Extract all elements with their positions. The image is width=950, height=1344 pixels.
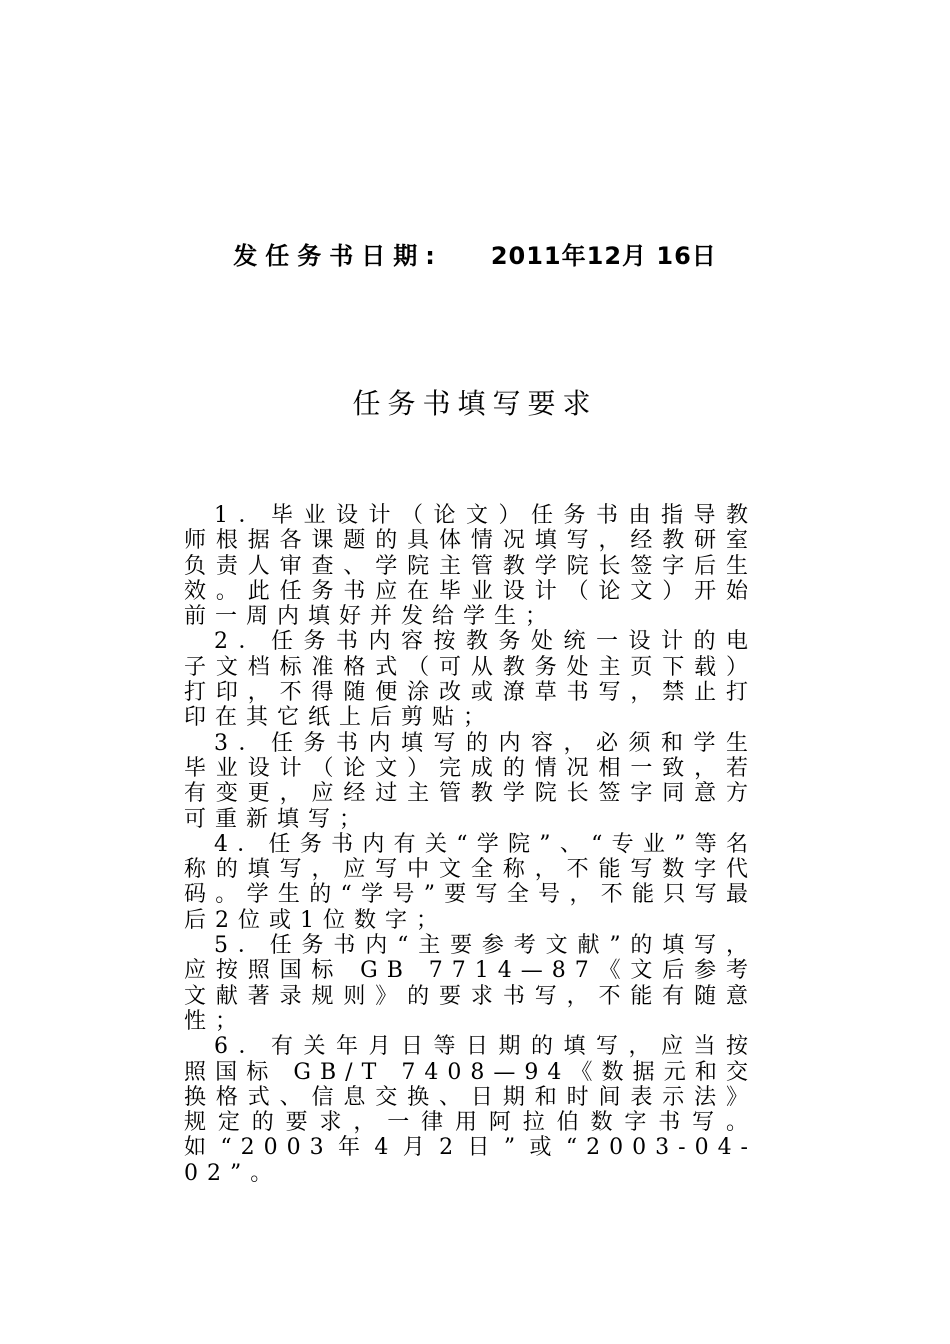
page-title: 任务书填写要求: [352, 387, 598, 420]
issue-date-line: [0, 238, 950, 274]
requirement-item-6: 6．有关年月日等日期的填写，应当按照国标 GB/T 7408—94《数据元和交换格式、信息交换、日期和时间表示法》规定的要求，一律用阿拉伯数字书写。如“2003年4月2日”或“2003-04-02”。: [184, 1034, 757, 1186]
requirements-list: [184, 503, 757, 1186]
issue-date-value: 2011年12月 16日: [490, 242, 717, 270]
issue-date-label: 发任务书日期:: [233, 242, 443, 270]
requirement-item-2: 2．任务书内容按教务处统一设计的电子文档标准格式（可从教务处主页下载）打印，不得随便涂改或潦草书写，禁止打印在其它纸上后剪贴；: [184, 629, 757, 731]
requirement-item-1: 1．毕业设计（论文）任务书由指导教师根据各课题的具体情况填写，经教研室负责人审查、学院主管教学院长签字后生效。此任务书应在毕业设计（论文）开始前一周内填好并发给学生；: [184, 503, 757, 630]
requirement-item-4: 4．任务书内有关“学院”、“专业”等名称的填写，应写中文全称，不能写数字代码。学生的“学号”要写全号，不能只写最后2位或1位数字；: [184, 831, 757, 933]
requirement-item-3: 3．任务书内填写的内容，必须和学生毕业设计（论文）完成的情况相一致，若有变更，应经过主管教学院长签字同意方可重新填写；: [184, 730, 757, 832]
requirement-item-5: 5．任务书内“主要参考文献”的填写，应按照国标 GB 7714—87《文后参考文献著录规则》的要求书写，不能有随意性；: [184, 933, 757, 1034]
